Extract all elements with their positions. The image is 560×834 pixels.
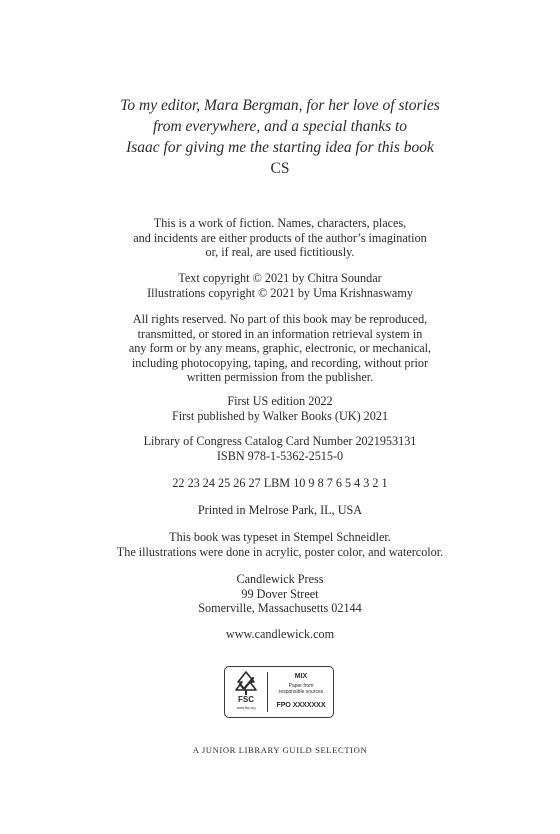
rights-line: All rights reserved. No part of this book may be reproduced, (132, 312, 428, 326)
fsc-code: FPO XXXXXXX (276, 702, 326, 709)
fsc-paper-line: responsible sources (278, 689, 324, 695)
junior-library-guild-note: A JUNIOR LIBRARY GUILD SELECTION (192, 745, 368, 755)
fsc-paper-text (271, 683, 331, 695)
website (0, 627, 560, 642)
typeset-line: This book was typeset in Stempel Schneidler. (169, 530, 391, 544)
rights-notice (0, 312, 560, 385)
edition-line: First published by Walker Books (UK) 2021 (171, 408, 389, 423)
website-url: www.candlewick.com (225, 627, 335, 641)
dedication (0, 95, 560, 179)
edition-line: First US edition 2022 (227, 394, 333, 408)
copyright-line: Illustrations copyright © 2021 by Uma Krishnaswamy (147, 285, 413, 300)
printed-in-line: Printed in Melrose Park, IL, USA (197, 503, 363, 517)
publisher-address (0, 572, 560, 616)
dedication-line: Isaac for giving me the starting idea for this book (126, 139, 434, 156)
rights-line: any form or by any means, graphic, electronic, or mechanical, (128, 341, 432, 356)
publisher-name: Candlewick Press (236, 572, 324, 586)
copyright-line: Text copyright © 2021 by Chitra Soundar (178, 271, 382, 285)
printed-in (0, 503, 560, 518)
dedication-line: from everywhere, and a special thanks to (152, 118, 408, 135)
rights-line: including photocopying, taping, and recording, without prior (131, 355, 429, 370)
printing-number-line: 22 23 24 25 26 27 LBM 10 9 8 7 6 5 4 3 2 1 (172, 476, 388, 490)
dedication-line: To my editor, Mara Bergman, for her love of stories (120, 97, 440, 114)
catalog-line: Library of Congress Catalog Card Number 2021953131 (143, 434, 417, 448)
copyright-notice (0, 271, 560, 300)
dedication-initials: CS (270, 160, 290, 177)
rights-line: written permission from the publisher. (186, 370, 374, 385)
fsc-divider (267, 672, 268, 712)
fsc-mix-label: MIX (294, 673, 308, 680)
fiction-notice (0, 216, 560, 260)
fiction-notice-line: and incidents are either products of the author’s imagination (133, 230, 427, 245)
publisher-city: Somerville, Massachusetts 02144 (198, 601, 362, 616)
fsc-label: FSC (238, 695, 254, 704)
fsc-logo (224, 666, 334, 718)
fiction-notice-line: This is a work of fiction. Names, characters, places, (153, 216, 407, 230)
illustration-media-line: The illustrations were done in acrylic, poster color, and watercolor. (116, 544, 444, 559)
edition-info (0, 394, 560, 423)
publisher-street: 99 Dover Street (241, 586, 319, 601)
fsc-url: www.fsc.org (236, 706, 256, 710)
fsc-paper-line: Paper from (288, 683, 314, 689)
isbn-line: ISBN 978-1-5362-2515-0 (216, 448, 344, 463)
rights-line: transmitted, or stored in an information retrieval system in (137, 326, 423, 341)
fiction-notice-line: or, if real, are used fictitiously. (205, 245, 355, 260)
catalog-info (0, 434, 560, 463)
printing-line (0, 476, 560, 491)
typeset-info (0, 530, 560, 559)
